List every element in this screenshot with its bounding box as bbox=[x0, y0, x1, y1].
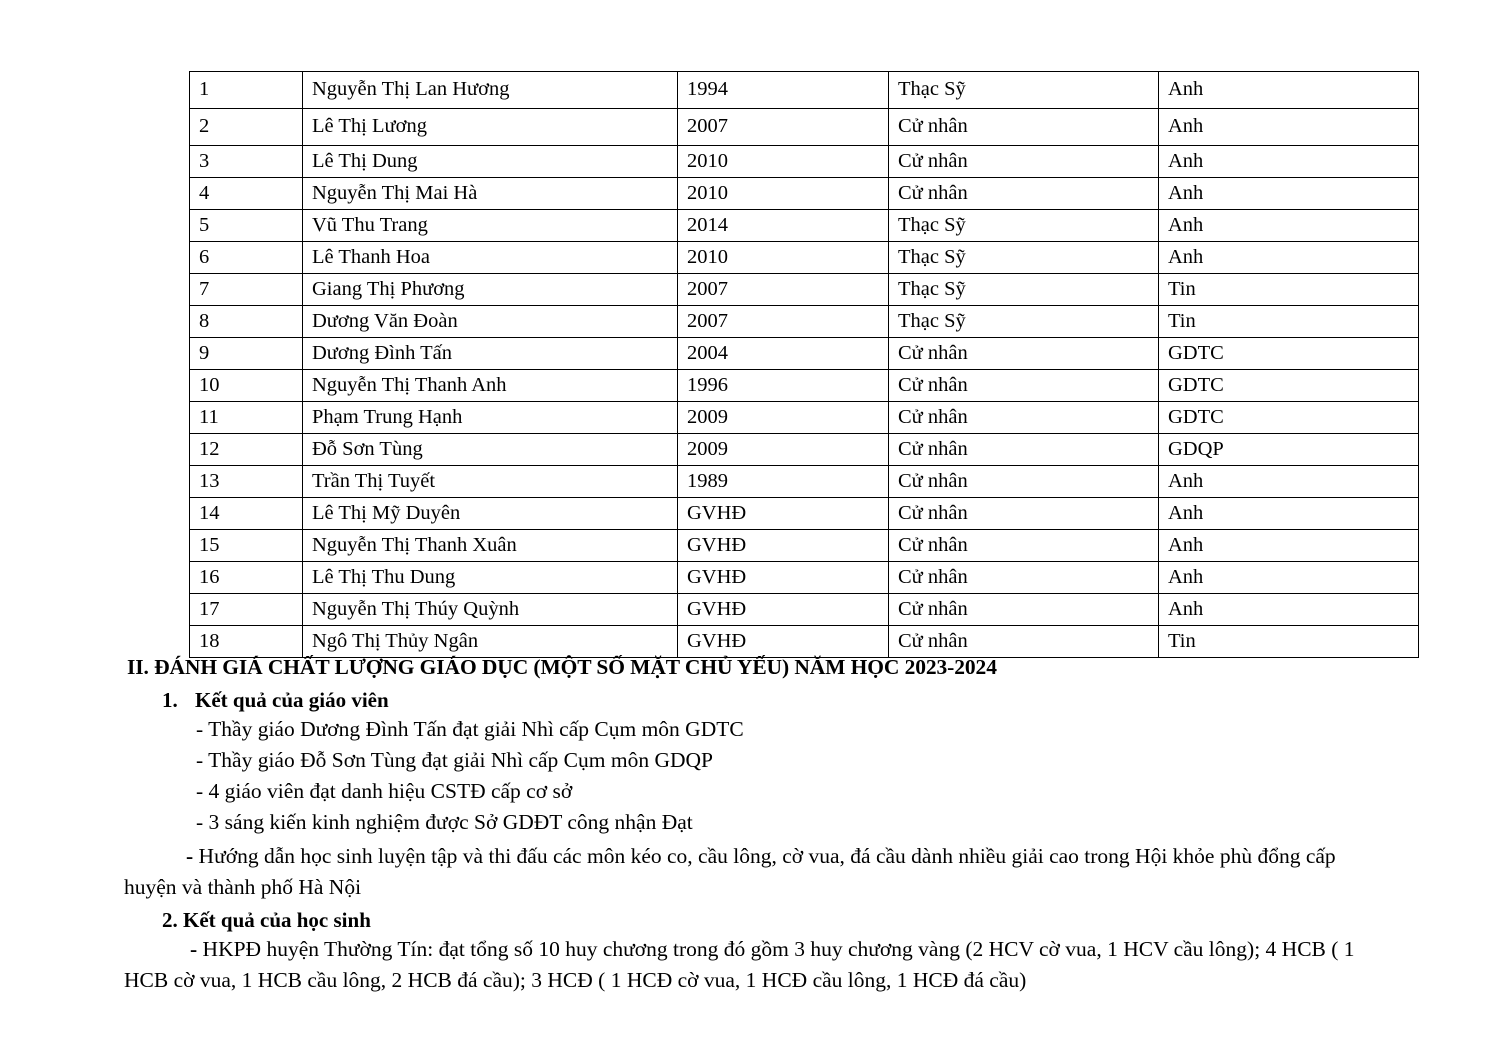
cell-year: 2007 bbox=[678, 109, 889, 146]
cell-name: Nguyễn Thị Mai Hà bbox=[303, 178, 678, 210]
paragraph-text: HKPĐ huyện Thường Tín: đạt tổng số 10 huy chương trong đó gồm 3 huy chương vàng (2 HCV cờ vua, 1 HCV cầu lông); 4 HCB ( 1 HCB cờ vua, 1 HCB cầu lông, 2 HCB đá cầu); 3 HCĐ ( 1 HCĐ cờ vua, 1 HCĐ cầu lông, 1 HCĐ đá cầu) bbox=[124, 937, 1355, 992]
cell-year: GVHĐ bbox=[678, 562, 889, 594]
cell-year: 2010 bbox=[678, 146, 889, 178]
cell-year: 2009 bbox=[678, 402, 889, 434]
table-row bbox=[190, 109, 1419, 146]
cell-degree: Cử nhân bbox=[889, 338, 1159, 370]
cell-subject: Anh bbox=[1159, 210, 1419, 242]
cell-subject: Tin bbox=[1159, 274, 1419, 306]
cell-subject: GDTC bbox=[1159, 338, 1419, 370]
table-row bbox=[190, 178, 1419, 210]
teacher-staff-table bbox=[189, 71, 1419, 658]
table-row bbox=[190, 466, 1419, 498]
cell-name: Nguyễn Thị Thanh Xuân bbox=[303, 530, 678, 562]
cell-index: 11 bbox=[190, 402, 303, 434]
table-row bbox=[190, 498, 1419, 530]
cell-degree: Cử nhân bbox=[889, 402, 1159, 434]
cell-degree: Cử nhân bbox=[889, 146, 1159, 178]
cell-subject: Anh bbox=[1159, 466, 1419, 498]
cell-year: 1994 bbox=[678, 72, 889, 109]
cell-subject: Anh bbox=[1159, 109, 1419, 146]
cell-year: GVHĐ bbox=[678, 626, 889, 658]
cell-index: 7 bbox=[190, 274, 303, 306]
table-row bbox=[190, 434, 1419, 466]
cell-subject: Tin bbox=[1159, 306, 1419, 338]
cell-year: GVHĐ bbox=[678, 594, 889, 626]
cell-degree: Cử nhân bbox=[889, 594, 1159, 626]
cell-name: Nguyễn Thị Thúy Quỳnh bbox=[303, 594, 678, 626]
table-row bbox=[190, 274, 1419, 306]
achievement-item-2: - Thầy giáo Đỗ Sơn Tùng đạt giải Nhì cấp Cụm môn GDQP bbox=[196, 748, 713, 772]
cell-year: 2004 bbox=[678, 338, 889, 370]
table-row bbox=[190, 370, 1419, 402]
achievement-item-4: - 3 sáng kiến kinh nghiệm được Sở GDĐT công nhận Đạt bbox=[196, 810, 693, 834]
cell-subject: GDTC bbox=[1159, 370, 1419, 402]
cell-subject: Anh bbox=[1159, 530, 1419, 562]
table-row bbox=[190, 242, 1419, 274]
cell-name: Lê Thị Dung bbox=[303, 146, 678, 178]
cell-index: 15 bbox=[190, 530, 303, 562]
cell-year: GVHĐ bbox=[678, 498, 889, 530]
cell-index: 9 bbox=[190, 338, 303, 370]
cell-subject: Anh bbox=[1159, 146, 1419, 178]
cell-subject: Tin bbox=[1159, 626, 1419, 658]
cell-index: 12 bbox=[190, 434, 303, 466]
cell-name: Dương Văn Đoàn bbox=[303, 306, 678, 338]
cell-index: 8 bbox=[190, 306, 303, 338]
cell-subject: Anh bbox=[1159, 242, 1419, 274]
cell-degree: Cử nhân bbox=[889, 109, 1159, 146]
paragraph-dash: - bbox=[186, 844, 194, 868]
cell-degree: Thạc Sỹ bbox=[889, 242, 1159, 274]
cell-year: 2007 bbox=[678, 274, 889, 306]
cell-index: 17 bbox=[190, 594, 303, 626]
cell-index: 2 bbox=[190, 109, 303, 146]
cell-name: Đỗ Sơn Tùng bbox=[303, 434, 678, 466]
table-row bbox=[190, 306, 1419, 338]
table-body bbox=[190, 72, 1419, 658]
cell-year: 2014 bbox=[678, 210, 889, 242]
table-row bbox=[190, 562, 1419, 594]
cell-subject: Anh bbox=[1159, 498, 1419, 530]
table-row bbox=[190, 72, 1419, 109]
section-heading-ii: II. ĐÁNH GIÁ CHẤT LƯỢNG GIÁO DỤC (MỘT SỐ MẶT CHỦ YẾU) NĂM HỌC 2023-2024 bbox=[127, 655, 997, 679]
subsection-1-label: Kết quả của giáo viên bbox=[195, 688, 389, 712]
subsection-1-number: 1. bbox=[162, 688, 178, 712]
table-row bbox=[190, 210, 1419, 242]
cell-year: 2010 bbox=[678, 178, 889, 210]
cell-name: Ngô Thị Thủy Ngân bbox=[303, 626, 678, 658]
cell-degree: Cử nhân bbox=[889, 466, 1159, 498]
cell-degree: Cử nhân bbox=[889, 370, 1159, 402]
cell-name: Trần Thị Tuyết bbox=[303, 466, 678, 498]
student-results-paragraph bbox=[124, 934, 1377, 996]
cell-index: 5 bbox=[190, 210, 303, 242]
cell-index: 16 bbox=[190, 562, 303, 594]
cell-degree: Cử nhân bbox=[889, 178, 1159, 210]
paragraph-dash: - bbox=[190, 937, 198, 961]
table-row bbox=[190, 530, 1419, 562]
cell-degree: Cử nhân bbox=[889, 562, 1159, 594]
cell-degree: Thạc Sỹ bbox=[889, 306, 1159, 338]
cell-index: 18 bbox=[190, 626, 303, 658]
cell-year: GVHĐ bbox=[678, 530, 889, 562]
cell-degree: Thạc Sỹ bbox=[889, 274, 1159, 306]
table-row bbox=[190, 338, 1419, 370]
cell-degree: Thạc Sỹ bbox=[889, 210, 1159, 242]
cell-name: Nguyễn Thị Thanh Anh bbox=[303, 370, 678, 402]
cell-year: 1996 bbox=[678, 370, 889, 402]
cell-index: 14 bbox=[190, 498, 303, 530]
cell-subject: Anh bbox=[1159, 178, 1419, 210]
achievement-item-1: - Thầy giáo Dương Đình Tấn đạt giải Nhì cấp Cụm môn GDTC bbox=[196, 717, 744, 741]
cell-name: Phạm Trung Hạnh bbox=[303, 402, 678, 434]
cell-degree: Thạc Sỹ bbox=[889, 72, 1159, 109]
subsection-1-heading bbox=[162, 688, 389, 713]
cell-degree: Cử nhân bbox=[889, 498, 1159, 530]
cell-subject: Anh bbox=[1159, 594, 1419, 626]
cell-index: 6 bbox=[190, 242, 303, 274]
table-row bbox=[190, 626, 1419, 658]
cell-name: Vũ Thu Trang bbox=[303, 210, 678, 242]
cell-subject: Anh bbox=[1159, 562, 1419, 594]
cell-name: Lê Thị Mỹ Duyên bbox=[303, 498, 678, 530]
cell-name: Nguyễn Thị Lan Hương bbox=[303, 72, 678, 109]
cell-name: Dương Đình Tấn bbox=[303, 338, 678, 370]
cell-subject: GDQP bbox=[1159, 434, 1419, 466]
cell-degree: Cử nhân bbox=[889, 530, 1159, 562]
cell-name: Giang Thị Phương bbox=[303, 274, 678, 306]
paragraph-text: Hướng dẫn học sinh luyện tập và thi đấu các môn kéo co, cầu lông, cờ vua, đá cầu dành nhiều giải cao trong Hội khỏe phù đổng cấp huyện và thành phố Hà Nội bbox=[124, 844, 1336, 899]
cell-year: 1989 bbox=[678, 466, 889, 498]
cell-name: Lê Thị Thu Dung bbox=[303, 562, 678, 594]
table-row bbox=[190, 146, 1419, 178]
cell-index: 10 bbox=[190, 370, 303, 402]
cell-index: 13 bbox=[190, 466, 303, 498]
cell-degree: Cử nhân bbox=[889, 626, 1159, 658]
cell-subject: GDTC bbox=[1159, 402, 1419, 434]
achievement-item-3: - 4 giáo viên đạt danh hiệu CSTĐ cấp cơ sở bbox=[196, 779, 573, 803]
cell-name: Lê Thanh Hoa bbox=[303, 242, 678, 274]
cell-year: 2009 bbox=[678, 434, 889, 466]
cell-year: 2007 bbox=[678, 306, 889, 338]
cell-index: 1 bbox=[190, 72, 303, 109]
table-row bbox=[190, 402, 1419, 434]
subsection-2-heading: 2. Kết quả của học sinh bbox=[162, 908, 371, 932]
cell-degree: Cử nhân bbox=[889, 434, 1159, 466]
teacher-guidance-paragraph bbox=[124, 841, 1377, 903]
cell-year: 2010 bbox=[678, 242, 889, 274]
cell-index: 4 bbox=[190, 178, 303, 210]
cell-name: Lê Thị Lương bbox=[303, 109, 678, 146]
cell-index: 3 bbox=[190, 146, 303, 178]
table-row bbox=[190, 594, 1419, 626]
cell-subject: Anh bbox=[1159, 72, 1419, 109]
